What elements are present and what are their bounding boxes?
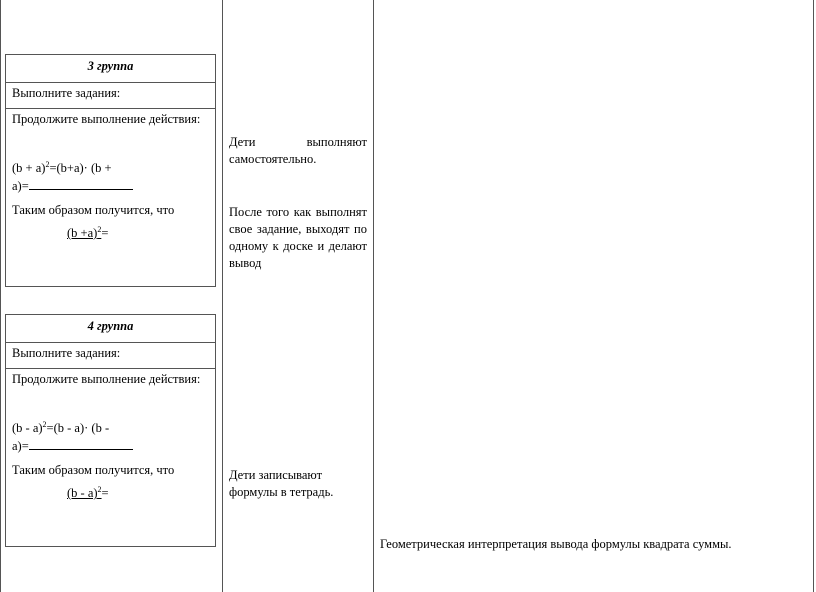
group4-content: [6, 369, 215, 546]
group4-formula-tail: a)=: [12, 439, 29, 453]
group3-formula: [12, 161, 209, 176]
group3-result: [12, 226, 209, 241]
group3-formula-lhs: (b + a): [12, 161, 46, 175]
group4-formula-mid: =(b - a)· (b -: [46, 421, 110, 435]
group3-conclusion: Таким образом получится, что: [12, 203, 175, 217]
group3-title: 3 группа: [6, 55, 215, 83]
group3-result-eq: =: [101, 226, 109, 240]
group3-card: [5, 54, 216, 287]
note-write-formulas: Дети записывают формулы в тетрадь.: [229, 468, 334, 499]
group4-result: [12, 486, 209, 501]
group4-answer-blank: [29, 438, 133, 450]
group3-formula-exponent: 2: [45, 159, 50, 169]
group4-formula-lhs: (b - a): [12, 421, 43, 435]
table-border-col1: [222, 0, 223, 592]
group3-formula-mid: =(b+a)· (b +: [49, 161, 112, 175]
table-border-right: [813, 0, 814, 592]
group4-result-eq: =: [101, 486, 109, 500]
group3-formula-cont: [12, 178, 209, 194]
group4-formula-cont: [12, 438, 209, 454]
geometric-interpretation-caption: Геометрическая интерпретация вывода формулы квадрата суммы.: [380, 537, 732, 551]
group3-formula-tail: a)=: [12, 179, 29, 193]
group3-continue-label: Продолжите выполнение действия:: [12, 112, 201, 126]
group3-result-lhs: $(b +a)^2$: [67, 224, 102, 240]
group3-answer-blank: [29, 178, 133, 190]
group4-task-header: Выполните задания:: [6, 343, 215, 369]
group4-conclusion: Таким образом получится, что: [12, 463, 175, 477]
group4-formula: [12, 421, 209, 436]
group3-content: [6, 109, 215, 286]
group4-card: [5, 314, 216, 547]
note-board-conclusion: После того как выполнят свое задание, выходят по одному к доске и делают вывод: [229, 205, 367, 270]
group3-task-header: Выполните задания:: [6, 83, 215, 109]
group4-result-lhs: (b - a)$^2$: [67, 484, 102, 500]
note-independent-work: Дети выполняют самостоятельно.: [229, 135, 367, 166]
group4-continue-label: Продолжите выполнение действия:: [12, 372, 201, 386]
table-border-col2: [373, 0, 374, 592]
group4-formula-exponent: 2: [42, 419, 47, 429]
group4-title: 4 группа: [6, 315, 215, 343]
table-border-left: [0, 0, 1, 592]
